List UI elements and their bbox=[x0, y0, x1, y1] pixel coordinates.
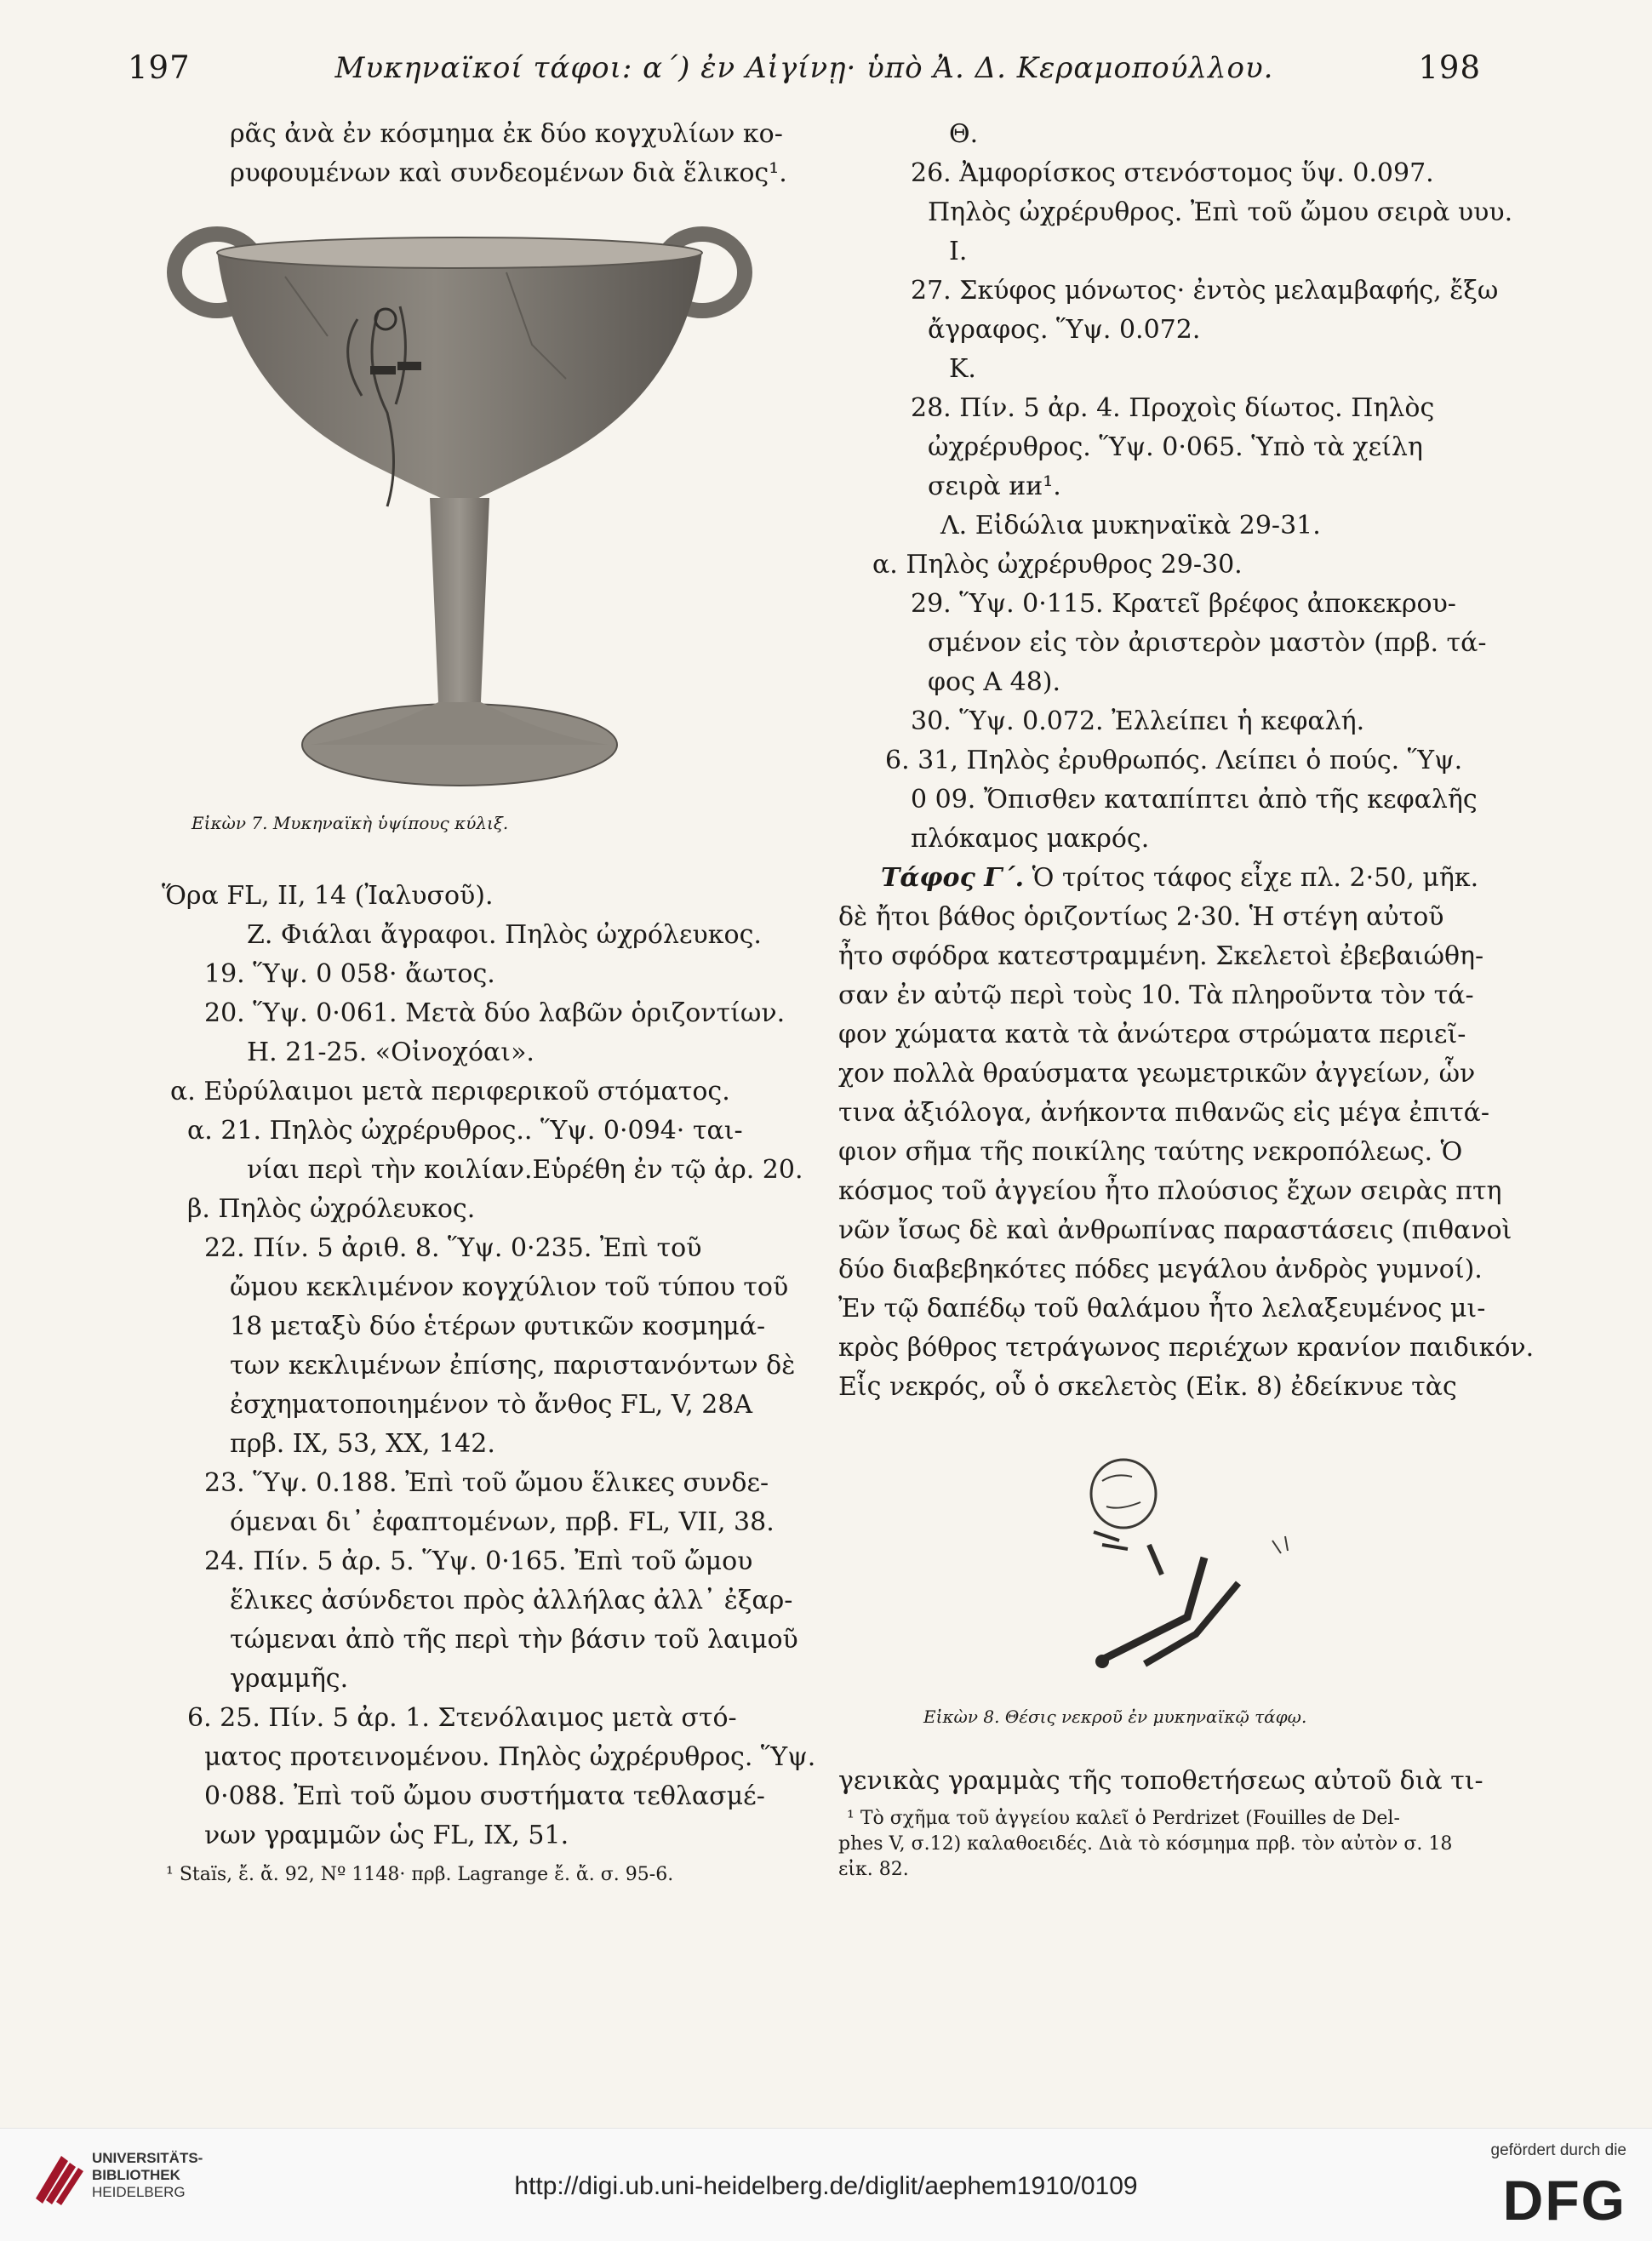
right-column-bottom bbox=[838, 1762, 1485, 1883]
text-line: 22. Πίν. 5 ἀριθ. 8. Ὕψ. 0·235. Ἐπὶ τοῦ bbox=[204, 1233, 702, 1263]
source-url-link[interactable]: http://digi.ub.uni-heidelberg.de/diglit/aephem1910/0109 bbox=[514, 2172, 1138, 2200]
text-line: σμένον εἰς τὸν ἀριστερὸν μαστὸν (πρβ. τά- bbox=[928, 628, 1487, 658]
text-line: Ζ. Φιάλαι ἄγραφοι. Πηλὸς ὠχρόλευκος. bbox=[247, 920, 762, 950]
dfg-logo: DFG bbox=[1502, 2169, 1626, 2232]
header-title: Μυκηναϊκοί τάφοι: α΄) ἐν Αἰγίνῃ· ὑπὸ Ἀ. Δ. Κεραμοπούλλου. bbox=[334, 51, 1274, 85]
text-line: των κεκλιμένων ἐπίσης, παριστανόντων δὲ bbox=[230, 1351, 796, 1381]
page-number-left: 197 bbox=[128, 49, 191, 86]
text-line: Λ. Εἰδώλια μυκηναϊκὰ 29-31. bbox=[940, 511, 1321, 540]
text-line: Η. 21-25. «Οἰνοχόαι». bbox=[247, 1038, 534, 1067]
text-line: 27. Σκύφος μόνωτος· ἐντὸς μελαμβαφής, ἔξω bbox=[911, 276, 1499, 306]
text-line: φος Α 48). bbox=[928, 667, 1061, 697]
left-column bbox=[162, 115, 809, 193]
text-line: χον πολλὰ θραύσματα γεωμετρικῶν ἀγγείων, ὧν bbox=[838, 1059, 1476, 1089]
text-line: 0·088. Ἐπὶ τοῦ ὤμου συστήματα τεθλασμέ- bbox=[204, 1781, 765, 1811]
library-line: BIBLIOTHEK bbox=[92, 2167, 180, 2183]
footer-bar bbox=[0, 2128, 1652, 2241]
text-line: α. Πηλὸς ὠχρέρυθρος 29-30. bbox=[872, 550, 1243, 580]
text-line: νων γραμμῶν ὡς FL, IX, 51. bbox=[204, 1821, 569, 1850]
text-line: 28. Πίν. 5 ἀρ. 4. Προχοὶς δίωτος. Πηλὸς bbox=[911, 393, 1435, 423]
text-line: β. Πηλὸς ὠχρόλευκος. bbox=[187, 1194, 476, 1224]
footnote-line: εἰκ. 82. bbox=[838, 1859, 909, 1880]
text-line: ἐσχηματοποιημένον τὸ ἄνθος FL, V, 28A bbox=[230, 1390, 753, 1420]
text-line: Εἷς νεκρός, οὗ ὁ σκελετὸς (Εἰκ. 8) ἐδείκνυε τὰς bbox=[838, 1372, 1457, 1402]
text-line: δύο διαβεβηκότες πόδες μεγάλου ἀνδρὸς γυμνοί). bbox=[838, 1255, 1483, 1284]
skeleton-sketch bbox=[1068, 1447, 1358, 1694]
footnote: ¹ Staïs, ἔ. ἄ. 92, Nº 1148· πρβ. Lagrange ἔ. ἄ. σ. 95-6. bbox=[166, 1864, 674, 1885]
text-line: ματος προτεινομένου. Πηλὸς ὠχρέρυθρος. Ὕψ. bbox=[204, 1742, 816, 1772]
text-line: ἕλικες ἀσύνδετοι πρὸς ἀλλήλας ἀλλ᾽ ἐξαρ- bbox=[230, 1586, 793, 1615]
funding-label: gefördert durch die bbox=[1490, 2141, 1626, 2159]
library-line: HEIDELBERG bbox=[92, 2184, 186, 2200]
text-line: ἦτο σφόδρα κατεστραμμένη. Σκελετοὶ ἐβεβαιώθη- bbox=[838, 941, 1484, 971]
text-line: Κ. bbox=[949, 354, 976, 384]
text-line: 19. Ὕψ. 0 058· ἄωτος. bbox=[204, 959, 495, 989]
text-line: ρᾶς ἀνὰ ἐν κόσμημα ἐκ δύο κογχυλίων κο- bbox=[230, 119, 783, 149]
text-line: φον χώματα κατὰ τὰ ἀνώτερα στρώματα περιεῖ- bbox=[838, 1020, 1466, 1049]
text-line: Ι. bbox=[949, 237, 968, 266]
text-line: πρβ. IX, 53, XX, 142. bbox=[230, 1429, 495, 1459]
text-line: νίαι περὶ τὴν κοιλίαν.Εὑρέθη ἐν τῷ ἀρ. 20. bbox=[247, 1155, 803, 1185]
footnote-line: phes V, σ.12) καλαθοειδές. Διὰ τὸ κόσμημα πρβ. τὸν αὐτὸν σ. 18 bbox=[838, 1833, 1453, 1855]
text-line: δὲ ἤτοι βάθος ὁριζοντίως 2·30. Ἡ στέγη αὐτοῦ bbox=[838, 902, 1444, 932]
footnote-block bbox=[838, 1806, 1485, 1883]
text-line: φιον σῆμα τῆς ποικίλης ταύτης νεκροπόλεως. Ὁ bbox=[838, 1137, 1463, 1167]
text-line: ρυφουμένων καὶ συνδεομένων διὰ ἕλικος¹. bbox=[230, 158, 787, 188]
text-line: α. 21. Πηλὸς ὠχρέρυθρος.. Ὕψ. 0·094· ται- bbox=[187, 1116, 743, 1146]
text-line: ἄγραφος. Ὕψ. 0.072. bbox=[928, 315, 1201, 345]
tafos-first-line bbox=[838, 859, 1485, 898]
footnote-line: ¹ Τὸ σχῆμα τοῦ ἀγγείου καλεῖ ὁ Perdrizet (Fouilles de Del- bbox=[847, 1808, 1400, 1829]
tafos-first-text: Ὁ τρίτος τάφος εἶχε πλ. 2·50, μῆκ. bbox=[1024, 863, 1479, 893]
figure-8-caption: Εἰκὼν 8. Θέσις νεκροῦ ἐν μυκηναϊκῷ τάφῳ. bbox=[923, 1706, 1307, 1727]
text-line: Πηλὸς ὠχρέρυθρος. Ἐπὶ τοῦ ὤμου σειρὰ υυυ. bbox=[928, 197, 1513, 227]
text-line: 20. Ὕψ. 0·061. Μετὰ δύο λαβῶν ὁριζοντίων. bbox=[204, 998, 786, 1028]
text-line: Θ. bbox=[949, 119, 979, 149]
library-line: UNIVERSITÄTS- bbox=[92, 2150, 203, 2166]
text-line: πλόκαμος μακρός. bbox=[911, 824, 1150, 854]
text-line: 29. Ὕψ. 0·115. Κρατεῖ βρέφος ἀποκεκρου- bbox=[911, 589, 1456, 619]
left-column-body bbox=[162, 877, 816, 1888]
figure-7-caption: Εἰκὼν 7. Μυκηναϊκὴ ὑψίπους κύλιξ. bbox=[191, 813, 509, 833]
text-line: 6. 31, Πηλὸς ἐρυθρωπός. Λείπει ὁ πούς. Ὕψ. bbox=[885, 746, 1463, 775]
text-line: 24. Πίν. 5 ἀρ. 5. Ὕψ. 0·165. Ἐπὶ τοῦ ὤμου bbox=[204, 1546, 753, 1576]
text-line: 18 μεταξὺ δύο ἑτέρων φυτικῶν κοσμημά- bbox=[230, 1312, 766, 1341]
text-line: νῶν ἴσως δὲ καὶ ἀνθρωπίνας παραστάσεις (πιθανοὶ bbox=[838, 1215, 1512, 1245]
text-line: Ἐν τῷ δαπέδῳ τοῦ θαλάμου ἦτο λελαξευμένος μι- bbox=[838, 1294, 1486, 1323]
text-line: Ὅρα FL, II, 14 (Ἰαλυσοῦ). bbox=[162, 881, 494, 911]
text-line: όμεναι δι᾽ ἐφαπτομένων, πρβ. FL, VII, 38. bbox=[230, 1507, 775, 1537]
text-line: κόσμος τοῦ ἀγγείου ἦτο πλούσιος ἔχων σειρὰς πτη bbox=[838, 1176, 1502, 1206]
text-line: σειρὰ ии¹. bbox=[928, 472, 1061, 501]
figure-8-burial-sketch bbox=[923, 1447, 1358, 1727]
text-line: γενικὰς γραμμὰς τῆς τοποθετήσεως αὐτοῦ διὰ τι- bbox=[838, 1766, 1483, 1796]
text-line: 0 09. Ὄπισθεν καταπίπτει ἀπὸ τῆς κεφαλῆς bbox=[911, 785, 1478, 815]
page-number-right: 198 bbox=[1418, 49, 1481, 86]
text-line: τινα ἀξιόλογα, ἀνήκοντα πιθανῶς εἰς μέγα ἐπιτά- bbox=[838, 1098, 1490, 1128]
text-line: τώμεναι ἀπὸ τῆς περὶ τὴν βάσιν τοῦ λαιμοῦ bbox=[230, 1625, 798, 1655]
text-line: κρὸς βόθρος τετράγωνος περιέχων κρανίον παιδικόν. bbox=[838, 1333, 1535, 1363]
text-line: ὠχρέρυθρος. Ὕψ. 0·065. Ὑπὸ τὰ χείλη bbox=[928, 432, 1423, 462]
kylix-illustration bbox=[166, 226, 753, 804]
text-line: 6. 25. Πίν. 5 ἀρ. 1. Στενόλαιμος μετὰ στό- bbox=[187, 1703, 737, 1733]
running-header bbox=[128, 49, 1481, 100]
text-line: 30. Ὕψ. 0.072. Ἐλλείπει ἡ κεφαλή. bbox=[911, 706, 1365, 736]
text-line: σαν ἐν αὐτῷ περὶ τοὺς 10. Τὰ πληροῦντα τὸν τά- bbox=[838, 980, 1474, 1010]
intro-text bbox=[162, 115, 809, 193]
text-line: 23. Ὕψ. 0.188. Ἐπὶ τοῦ ὤμου ἕλικες συνδε- bbox=[204, 1468, 769, 1498]
text-line: α. Εὐρύλαιμοι μετὰ περιφερικοῦ στόματος. bbox=[170, 1077, 730, 1106]
text-line: γραμμῆς. bbox=[230, 1664, 349, 1694]
text-line: ὤμου κεκλιμένον κογχύλιον τοῦ τύπου τοῦ bbox=[230, 1272, 789, 1302]
figure-7-kylix bbox=[166, 226, 753, 833]
right-column bbox=[838, 115, 1535, 1407]
tafos-heading: Τάφος Γ΄. bbox=[881, 863, 1025, 893]
text-line: 26. Ἀμφορίσκος στενόστομος ὕψ. 0.097. bbox=[911, 158, 1434, 188]
